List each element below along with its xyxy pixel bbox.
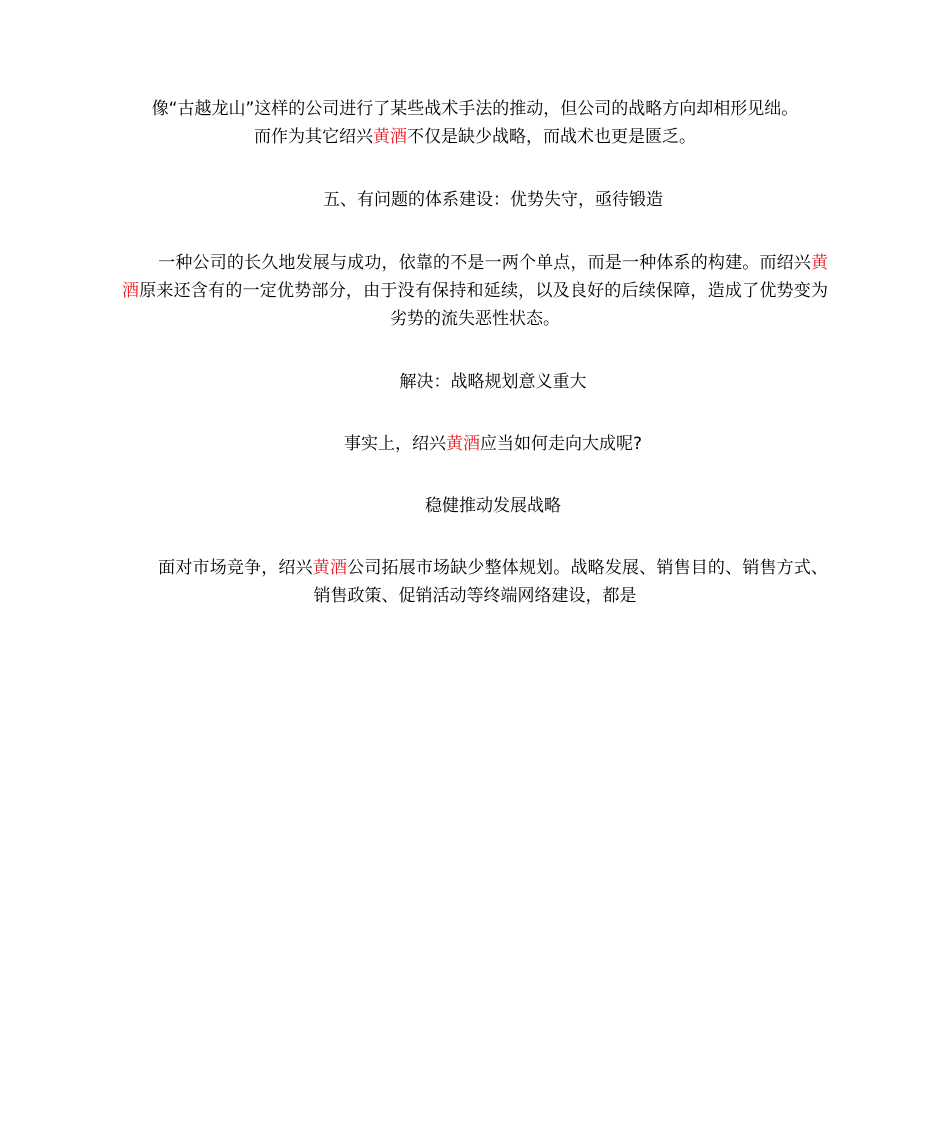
section-heading-solution: 解决：战略规划意义重大 xyxy=(399,372,587,392)
section-heading-strategy: 稳健推动发展战略 xyxy=(425,496,561,516)
paragraph-text: 事实上，绍兴 xyxy=(343,434,446,454)
highlighted-term: 黄酒 xyxy=(373,127,407,147)
paragraph-system-building xyxy=(122,249,828,333)
section-heading-five: 五、有问题的体系建设：优势失守，亟待锻造 xyxy=(323,190,663,210)
paragraph-text: 原来还含有的一定优势部分，由于没有保持和延续，以及良好的后续保障，造成了优势变为劣势的流失恶性状态。 xyxy=(139,281,829,329)
highlighted-term: 黄酒 xyxy=(122,253,828,301)
paragraph-text: 公司拓展市场缺少整体规划。战略发展、销售目的、销售方式、销售政策、促销活动等终端网络建设，都是 xyxy=(313,558,829,606)
paragraph-market-competition xyxy=(122,554,828,610)
highlighted-term: 黄酒 xyxy=(312,558,348,578)
question-line xyxy=(122,430,864,458)
paragraph-text: 而作为其它绍兴 xyxy=(254,127,373,147)
paragraph-guyue-longshan xyxy=(122,95,828,151)
paragraph-text: 应当如何走向大成呢? xyxy=(479,434,643,454)
paragraph-text: 不仅是缺少战略，而战术也更是匮乏。 xyxy=(407,127,696,147)
paragraph-text: 面对市场竞争，绍兴 xyxy=(158,558,313,578)
paragraph-text: 像“古越龙山”这样的公司进行了某些战术手法的推动，但公司的战略方向却相形见绌。 xyxy=(151,99,799,119)
highlighted-term: 黄酒 xyxy=(445,434,480,454)
paragraph-text: 一种公司的长久地发展与成功，依靠的不是一两个单点，而是一种体系的构建。而绍兴 xyxy=(158,253,811,273)
